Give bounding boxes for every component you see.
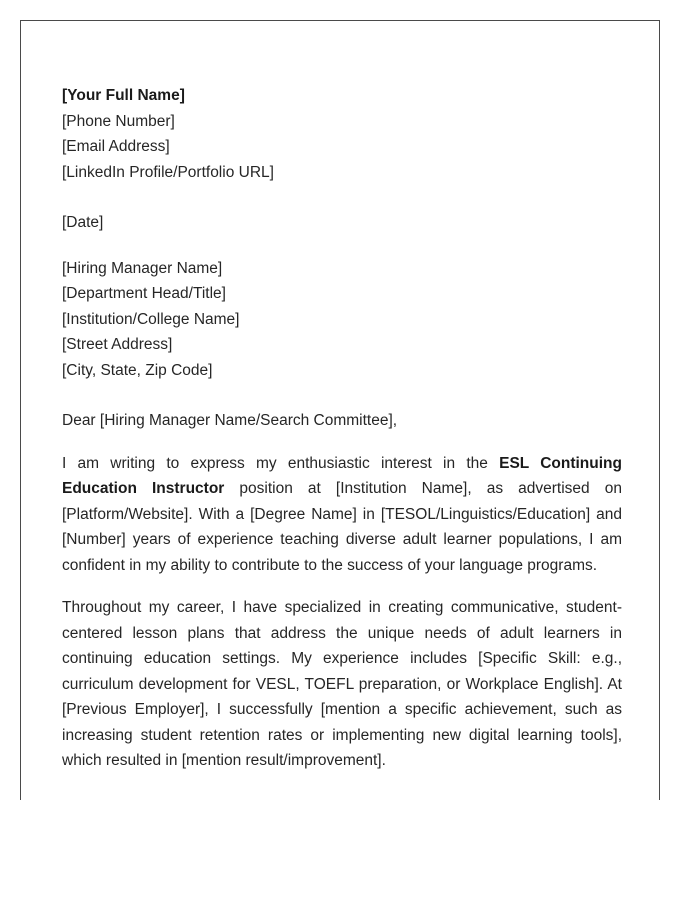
date-block [62,210,622,236]
recipient-institution: [Institution/College Name] [62,310,240,328]
paragraph-intro [62,451,622,579]
letter-date: [Date] [62,214,104,231]
recipient-street: [Street Address] [62,336,173,353]
recipient-block [62,256,622,384]
recipient-department: [Department Head/Title] [62,285,226,302]
paragraph-experience: Throughout my career, I have specialized in creating communicative, student-centered lesson plans that address the unique needs of adult learners in continuing education settings. My experience includes [Specific Skill: e.g., curriculum development for VESL, TOEFL preparation, or Workplace English]. At [Previous Employer], I successfully [mention a specific achievement, such as increasing student retention rates or implementing new digital learning tools], which resulted in [mention result/improvement]. [62,599,622,769]
recipient-city-state-zip: [City, State, Zip Code] [62,361,213,379]
sender-block [62,83,622,185]
position-title: ESL Continuing Education Instructor [62,454,622,497]
sender-phone: [Phone Number] [62,112,175,130]
sender-full-name: [Your Full Name] [62,87,185,104]
sender-email: [Email Address] [62,138,170,155]
sender-linkedin: [LinkedIn Profile/Portfolio URL] [62,163,274,181]
salutation [62,408,622,434]
paragraph-intro-rest: position at [Institution Name], as advertised on [Platform/Website]. With a [Degree Name] in [TESOL/Linguistics/Education] and [Number] years of experience teaching diverse adult learner populations, I am confident in my ability to contribute to the success of your language programs. [62,480,622,574]
document-page [20,20,660,800]
salutation-text: Dear [Hiring Manager Name/Search Committee], [62,412,398,429]
recipient-hiring-manager: [Hiring Manager Name] [62,259,223,277]
paragraph-intro-lead: I am writing to express my enthusiastic interest in the [62,454,500,472]
cover-letter-body [62,83,622,789]
